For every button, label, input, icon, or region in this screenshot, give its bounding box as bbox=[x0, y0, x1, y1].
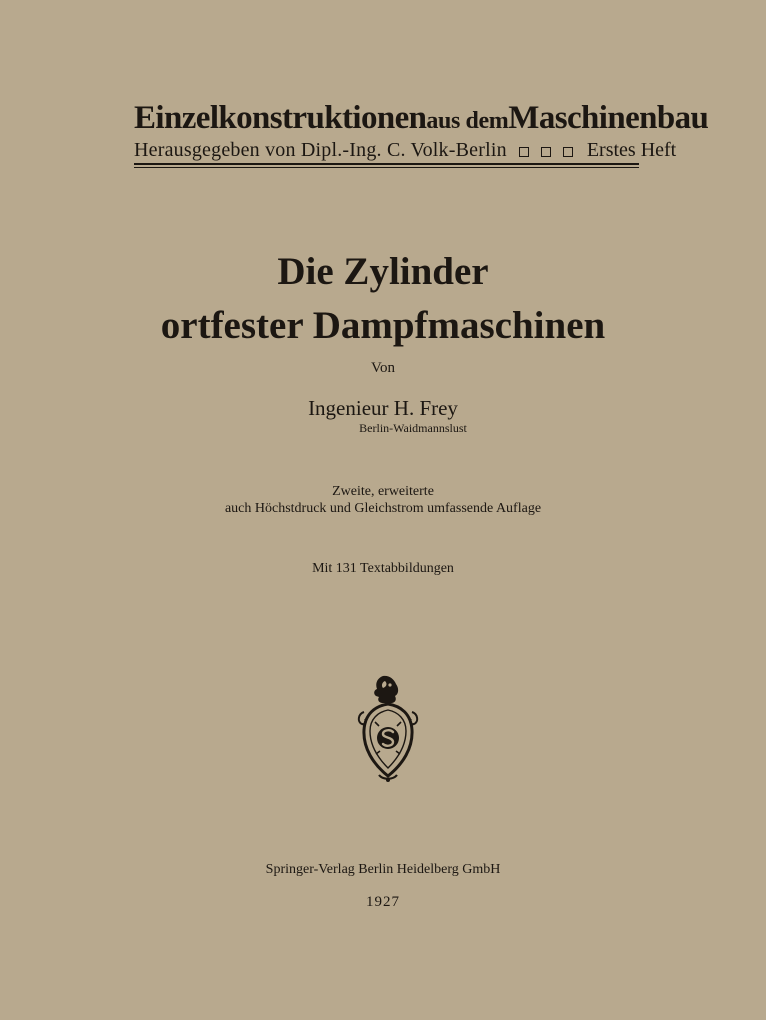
series-editor-line bbox=[134, 138, 677, 162]
book-title-line-2: ortfester Dampfmaschinen bbox=[160, 304, 606, 347]
publication-year: 1927 bbox=[366, 894, 400, 910]
springer-knight-emblem-icon bbox=[355, 672, 421, 784]
series-title bbox=[134, 98, 709, 141]
ornament-boxes bbox=[519, 145, 573, 155]
by-label: Von bbox=[371, 360, 395, 376]
figures-note: Mit 131 Textabbildungen bbox=[312, 561, 454, 576]
book-title-line-1: Die Zylinder bbox=[277, 250, 489, 293]
ornament-box-icon bbox=[541, 147, 551, 157]
author-name: Ingenieur H. Frey bbox=[308, 396, 458, 420]
author-location: Berlin-Waidmannslust bbox=[359, 421, 467, 435]
edition-line-2: auch Höchstdruck und Gleichstrom umfassende Auflage bbox=[224, 501, 542, 516]
series-title-mid: aus dem bbox=[426, 108, 509, 134]
series-issue: Erstes Heft bbox=[586, 139, 677, 161]
series-title-end: Maschinenbau bbox=[508, 100, 709, 136]
header-rule-thin bbox=[134, 167, 639, 168]
edition-line-1: Zweite, erweiterte bbox=[332, 484, 434, 499]
header-rule-thick bbox=[134, 163, 639, 165]
ornament-box-icon bbox=[519, 147, 529, 157]
series-title-main: Einzelkonstruktionen bbox=[134, 100, 427, 136]
ornament-box-icon bbox=[563, 147, 573, 157]
publisher: Springer-Verlag Berlin Heidelberg GmbH bbox=[265, 862, 501, 877]
series-editor: Herausgegeben von Dipl.-Ing. C. Volk-Berlin bbox=[134, 139, 507, 161]
